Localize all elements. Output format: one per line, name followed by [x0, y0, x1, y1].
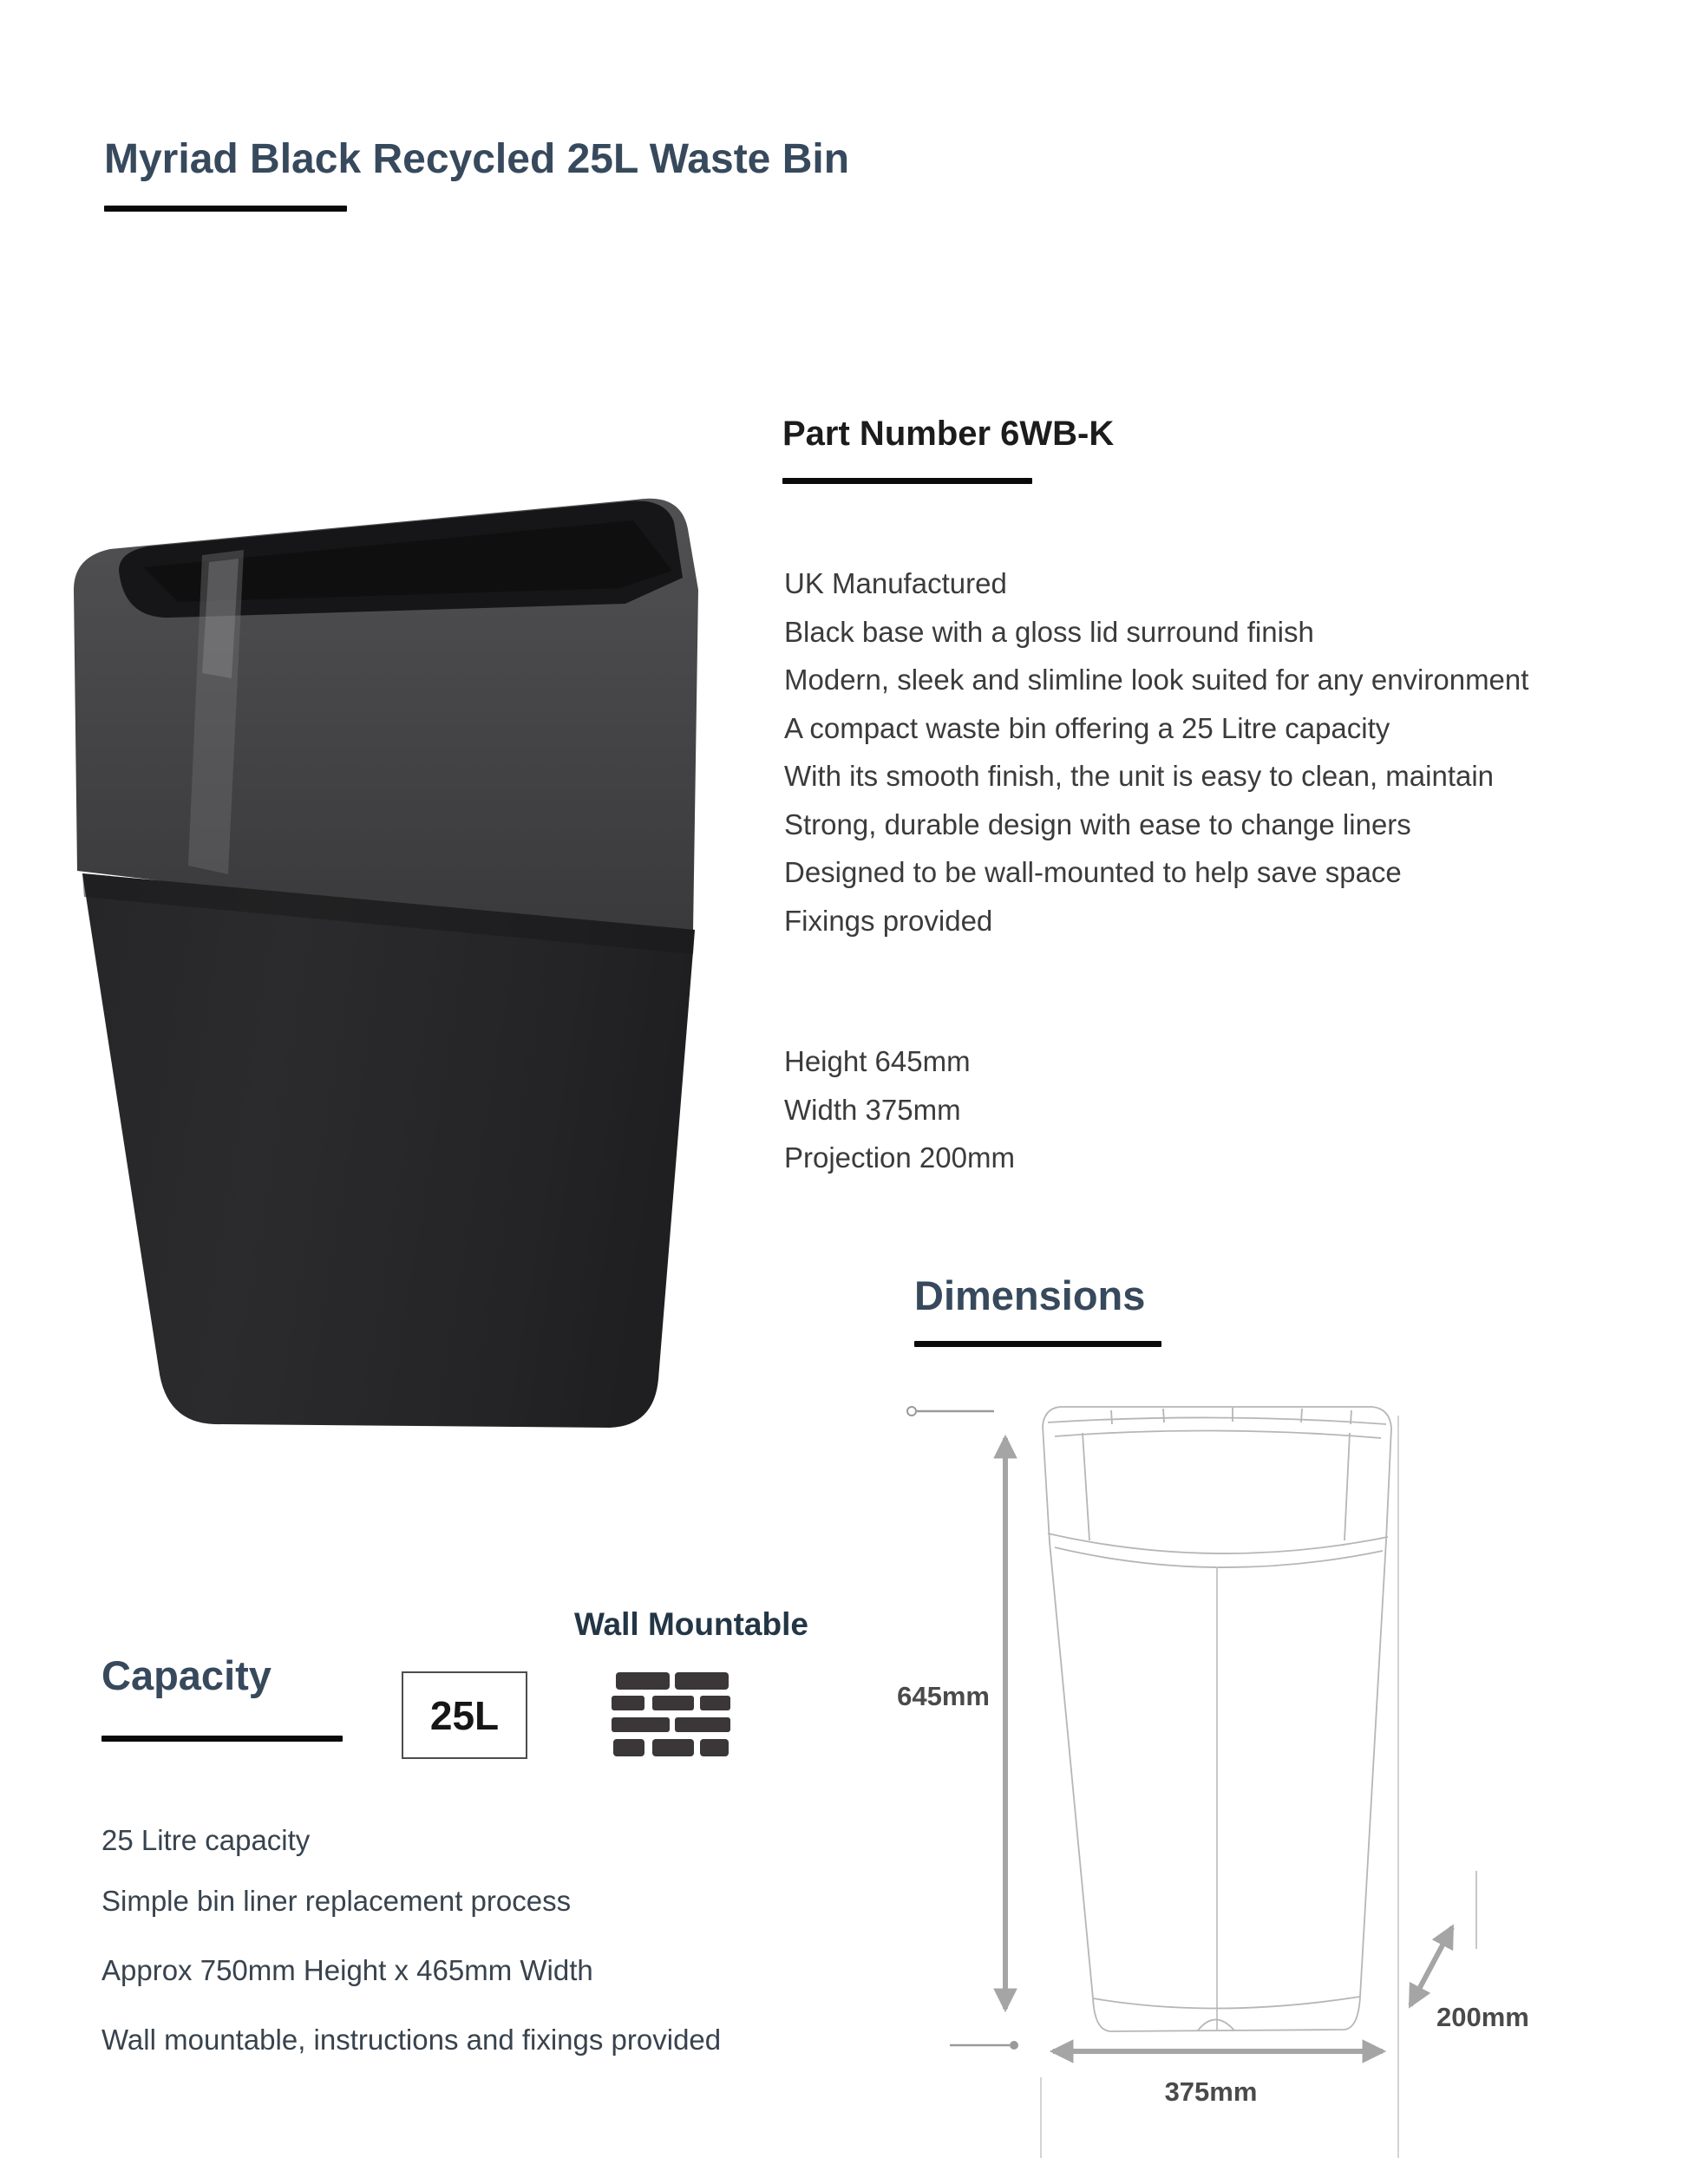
feature-list [784, 559, 1528, 945]
feature-item: Black base with a gloss lid surround finish [784, 615, 1314, 648]
feature-item: Designed to be wall-mounted to help save space [784, 856, 1402, 888]
width-dimension-label: 375mm [1164, 2076, 1258, 2107]
projection-arrow [1410, 1927, 1452, 2005]
height-dimension-label: 645mm [897, 1681, 990, 1711]
capacity-heading: Capacity [101, 1652, 272, 1698]
brick-wall-icon [612, 1672, 730, 1757]
reference-dot-marker [1010, 2041, 1018, 2050]
dimensions-diagram [864, 1388, 1688, 2177]
bin-outline-drawing [1043, 1407, 1391, 2031]
feature-item: Modern, sleek and slimline look suited for any environment [784, 664, 1529, 696]
dimensions-underline [914, 1341, 1161, 1347]
part-number-heading: Part Number 6WB-K [782, 415, 1115, 453]
projection-dimension-label: 200mm [1436, 2002, 1529, 2032]
capacity-bullet: Simple bin liner replacement process [101, 1885, 572, 1917]
capacity-underline [101, 1736, 343, 1742]
capacity-badge: 25L [402, 1671, 527, 1759]
spec-item: Width 375mm [784, 1093, 961, 1126]
part-number-underline [782, 478, 1032, 484]
spec-item: Projection 200mm [784, 1141, 1015, 1174]
feature-item: A compact waste bin offering a 25 Litre capacity [784, 711, 1390, 744]
dimensions-heading: Dimensions [914, 1272, 1146, 1318]
product-photo [74, 487, 700, 1431]
capacity-bullet: 25 Litre capacity [101, 1824, 311, 1856]
feature-item: Strong, durable design with ease to change liners [784, 808, 1411, 840]
feature-item: Fixings provided [784, 904, 993, 937]
page-title: Myriad Black Recycled 25L Waste Bin [104, 136, 850, 182]
feature-item: With its smooth finish, the unit is easy to clean, maintain [784, 760, 1495, 792]
spec-item: Height 645mm [784, 1045, 971, 1077]
feature-item: UK Manufactured [784, 567, 1007, 599]
title-underline [104, 206, 347, 212]
wall-mountable-label: Wall Mountable [574, 1606, 808, 1642]
capacity-bullet: Wall mountable, instructions and fixings provided [101, 2024, 722, 2056]
capacity-bullet: Approx 750mm Height x 465mm Width [101, 1954, 593, 1986]
spec-list [784, 1037, 1015, 1182]
reference-circle-marker [907, 1407, 916, 1416]
